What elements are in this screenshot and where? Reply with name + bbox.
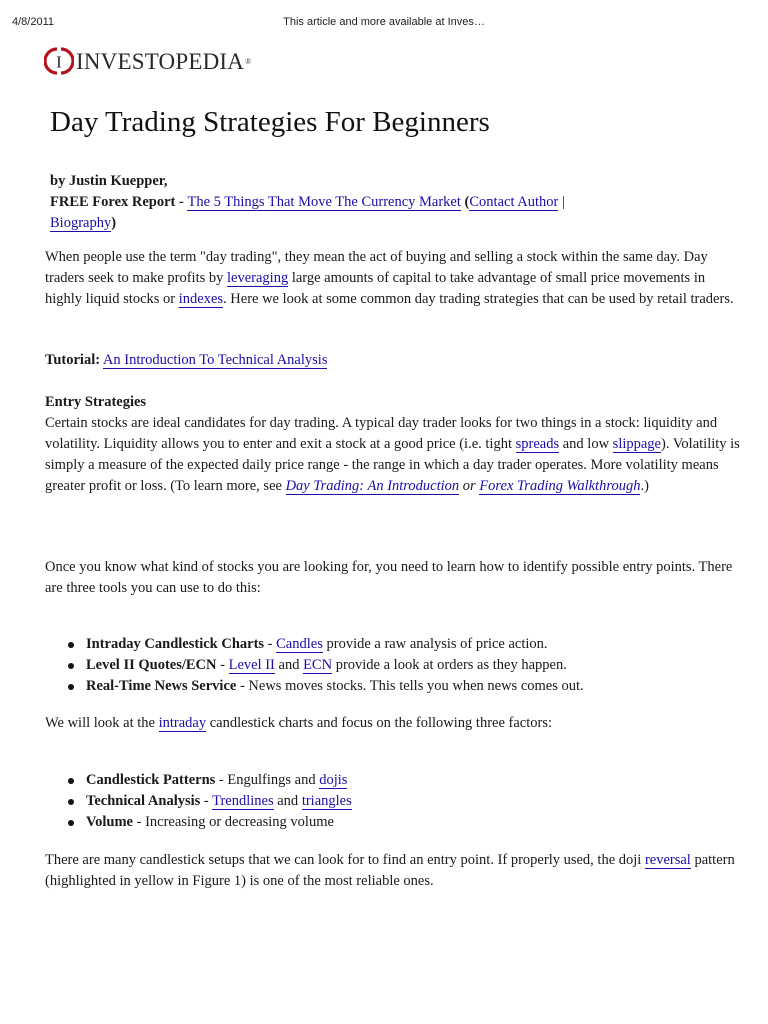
list-item	[66, 676, 746, 697]
article-title: Day Trading Strategies For Beginners	[50, 106, 490, 138]
list-item	[66, 770, 746, 791]
entry-text-4: or	[459, 478, 480, 494]
factor-mid: and	[273, 793, 302, 809]
triangles-link[interactable]: triangles	[301, 793, 352, 809]
tool-sep: -	[236, 678, 249, 694]
tutorial-label: Tutorial:	[45, 352, 101, 368]
report-label: FREE Forex Report	[50, 194, 176, 210]
logo-wordmark: INVESTOPEDIA	[76, 48, 245, 74]
entry-strategies-section	[45, 392, 745, 497]
tool-text: provide a look at orders as they happen.	[332, 657, 567, 673]
entry-text-1: Certain stocks are ideal candidates for day trading. A typical day trader looks for two things in a stock: liquidity and volatility. Liquidity allows you to enter and exit a stock at a good price (i.e. tight	[45, 415, 718, 452]
tool-label: Real-Time News Service	[86, 678, 237, 694]
tool-sep: -	[264, 636, 277, 652]
factor-text: Increasing or decreasing volume	[145, 814, 334, 830]
tutorial-line	[45, 350, 745, 371]
closing-text-1: There are many candlestick setups that we can look for to find an entry point. If properly used, the doji	[45, 852, 645, 868]
list-item	[66, 634, 746, 655]
entry-text-2: and low	[559, 436, 613, 452]
byline	[50, 171, 565, 234]
contact-author-link[interactable]: Contact Author	[469, 194, 559, 210]
intro-text-3: . Here we look at some common day trading strategies that can be used by retail traders.	[223, 291, 734, 307]
spreads-link[interactable]: spreads	[515, 436, 560, 452]
list-item	[66, 791, 746, 812]
biography-link[interactable]: Biography	[50, 215, 112, 231]
leveraging-link[interactable]: leveraging	[227, 270, 289, 286]
print-date: 4/8/2011	[12, 16, 55, 28]
factor-sep: -	[200, 793, 213, 809]
list-item	[66, 655, 746, 676]
tools-intro-text: Once you know what kind of stocks you are looking for, you need to learn how to identify possible entry points. There are three tools you can use to do this:	[45, 559, 733, 596]
paren-close: )	[111, 215, 117, 231]
report-separator: -	[175, 194, 188, 210]
tool-text: provide a raw analysis of price action.	[322, 636, 548, 652]
candles-link[interactable]: Candles	[276, 636, 323, 652]
tool-label: Intraday Candlestick Charts	[86, 636, 265, 652]
factor-label: Volume	[86, 814, 133, 830]
tool-text: News moves stocks. This tells you when news comes out.	[248, 678, 584, 694]
factor-label: Candlestick Patterns	[86, 772, 216, 788]
svg-text:I: I	[56, 52, 62, 72]
ecn-link[interactable]: ECN	[303, 657, 333, 673]
intro-text-2: large amounts of capital to take advantage of small price movements in highly liquid stocks or	[45, 270, 706, 307]
entry-heading: Entry Strategies	[45, 394, 147, 410]
indexes-link[interactable]: indexes	[178, 291, 224, 307]
forex-walkthrough-link[interactable]: Forex Trading Walkthrough	[479, 478, 641, 494]
tools-list	[66, 634, 746, 697]
factor-sep: -	[133, 814, 146, 830]
factors-intro-paragraph	[45, 713, 745, 734]
dojis-link[interactable]: dojis	[319, 772, 348, 788]
tutorial-link[interactable]: An Introduction To Technical Analysis	[102, 352, 328, 368]
byline-pipe: |	[558, 194, 565, 210]
closing-text-2: pattern (highlighted in yellow in Figure 1) is one of the most reliable ones.	[45, 852, 735, 889]
factor-sep: -	[215, 772, 228, 788]
factor-text: Engulfings and	[227, 772, 320, 788]
level-ii-link[interactable]: Level II	[228, 657, 275, 673]
tool-mid: and	[274, 657, 304, 673]
entry-text-5: .)	[640, 478, 649, 494]
tools-intro-paragraph	[45, 557, 745, 599]
report-link[interactable]: The 5 Things That Move The Currency Market	[187, 194, 461, 210]
factors-intro-text-2: candlestick charts and focus on the following three factors:	[206, 715, 552, 731]
entry-text-3: ). Volatility is simply a measure of the expected daily price range - the range in which a day trader operates. More volatility means greater profit or loss. (To learn more, see	[45, 436, 740, 494]
trendlines-link[interactable]: Trendlines	[212, 793, 274, 809]
factor-label: Technical Analysis	[86, 793, 201, 809]
registered-mark: ®	[245, 56, 252, 66]
day-trading-intro-link[interactable]: Day Trading: An Introduction	[285, 478, 460, 494]
intraday-link[interactable]: intraday	[158, 715, 207, 731]
paren-open: (	[460, 194, 470, 210]
investopedia-logo[interactable]	[44, 44, 251, 78]
factors-intro-text-1: We will look at the	[45, 715, 159, 731]
author-line: by Justin Kuepper,	[50, 173, 168, 189]
slippage-link[interactable]: slippage	[612, 436, 661, 452]
print-header	[0, 0, 768, 26]
intro-text-1: When people use the term "day trading", they mean the act of buying and selling a stock within the same day. Day traders seek to make profits by	[45, 249, 708, 286]
logo-mark-icon	[44, 46, 74, 76]
factors-list	[66, 770, 746, 833]
tool-sep: -	[216, 657, 229, 673]
reversal-link[interactable]: reversal	[644, 852, 691, 868]
print-caption: This article and more available at Inves…	[283, 16, 485, 28]
closing-paragraph	[45, 850, 745, 892]
tool-label: Level II Quotes/ECN	[86, 657, 217, 673]
list-item	[66, 812, 746, 833]
intro-paragraph	[45, 247, 745, 310]
